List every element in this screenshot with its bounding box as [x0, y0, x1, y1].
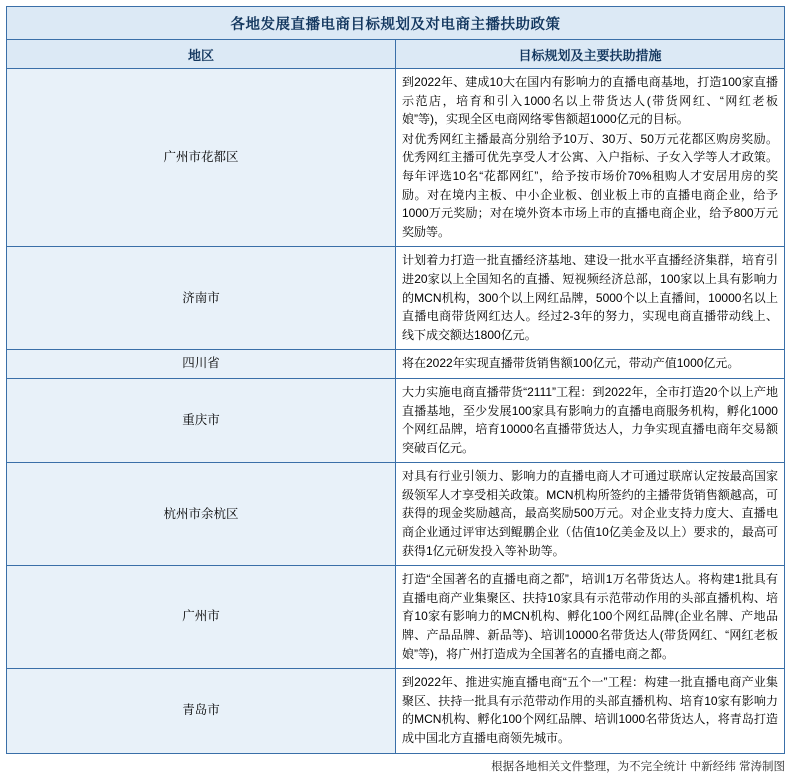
table-row	[7, 247, 785, 350]
region-name: 四川省	[7, 350, 396, 379]
measures-text	[396, 669, 785, 753]
measures-paragraph: 计划着力打造一批直播经济基地、建设一批水平直播经济集群，培育引进20家以上全国知名的直播、短视频经济总部，100家以上具有影响力的MCN机构，300个以上网红品牌，5000个以上直播间，10000名以上直播电商带货网红达人。经过2-3年的努力，实现电商直播带动线上、线下成交额达1800亿元。	[402, 253, 778, 342]
table-header-row	[7, 40, 785, 69]
measures-text	[396, 463, 785, 566]
region-name: 青岛市	[7, 669, 396, 753]
measures-text	[396, 247, 785, 350]
measures-paragraph: 打造“全国著名的直播电商之都”，培训1万名带货达人。将构建1批具有直播电商产业集聚区、扶持10家具有示范带动作用的头部直播机构、培育10家有影响力的MCN机构、孵化100个网红品牌(企业名牌、产地品牌、产品品牌、新品等)、培训10000名带货达人(带货网红、“网红老板娘”等)，将广州打造成为全国著名的直播电商之都。	[402, 572, 778, 661]
table-row	[7, 463, 785, 566]
measures-paragraph: 对优秀网红主播最高分别给予10万、30万、50万元花都区购房奖励。优秀网红主播可优先享受人才公寓、入户指标、子女入学等人才政策。每年评选10名“花都网红”，给予按市场价70%租购人才安居用房的奖励。对在境内主板、中小企业板、创业板上市的直播电商企业，给予1000万元奖励；对在境外资本市场上市的直播电商企业，给予800万元奖励等。	[402, 131, 778, 239]
table-row	[7, 69, 785, 247]
page-title: 各地发展直播电商目标规划及对电商主播扶助政策	[7, 7, 785, 40]
measures-paragraph: 将在2022年实现直播带货销售额100亿元，带动产值1000亿元。	[402, 356, 740, 371]
column-header-region: 地区	[7, 40, 396, 69]
measures-text	[396, 566, 785, 669]
region-name: 济南市	[7, 247, 396, 350]
region-name: 重庆市	[7, 378, 396, 462]
measures-paragraph: 对具有行业引领力、影响力的直播电商人才可通过联席认定按最高国家级领军人才享受相关政策。MCN机构所签约的主播带货销售额越高，可获得的现金奖励越高，最高奖励500万元。对企业支持力度大、直播电商企业通过评审达到鲲鹏企业（估值10亿美金及以上）要求的，最高可获得1亿元研发投入等补助等。	[402, 469, 778, 558]
source-footnote: 根据各地相关文件整理，为不完全统计 中新经纬 常涛制图	[491, 760, 785, 773]
table-row	[7, 350, 785, 379]
table-title-row	[7, 7, 785, 40]
table-row	[7, 566, 785, 669]
measures-paragraph: 到2022年、建成10大在国内有影响力的直播电商基地，打造100家直播示范店，培育和引入1000名以上带货达人(带货网红、“网红老板娘”等)，实现全区电商网络零售额超1000亿元的目标。	[402, 75, 778, 127]
policy-table	[6, 6, 785, 754]
column-header-measures: 目标规划及主要扶助措施	[396, 40, 785, 69]
measures-paragraph: 到2022年、推进实施直播电商“五个一”工程：构建一批直播电商产业集聚区、扶持一批具有示范带动作用的头部直播机构、培育10家有影响力的MCN机构、孵化100个网红品牌、培训1000名带货达人，将青岛打造成中国北方直播电商领先城市。	[402, 675, 778, 745]
measures-text	[396, 378, 785, 462]
document-page	[0, 6, 791, 774]
table-row	[7, 378, 785, 462]
region-name: 杭州市余杭区	[7, 463, 396, 566]
region-name: 广州市花都区	[7, 69, 396, 247]
measures-text	[396, 350, 785, 379]
measures-text	[396, 69, 785, 247]
region-name: 广州市	[7, 566, 396, 669]
table-row	[7, 669, 785, 753]
measures-paragraph: 大力实施电商直播带货“2111”工程：到2022年，全市打造20个以上产地直播基地，至少发展100家具有影响力的直播电商服务机构，孵化1000个网红品牌，培育10000名直播带货达人，力争实现直播电商年交易额突破百亿元。	[402, 384, 778, 455]
